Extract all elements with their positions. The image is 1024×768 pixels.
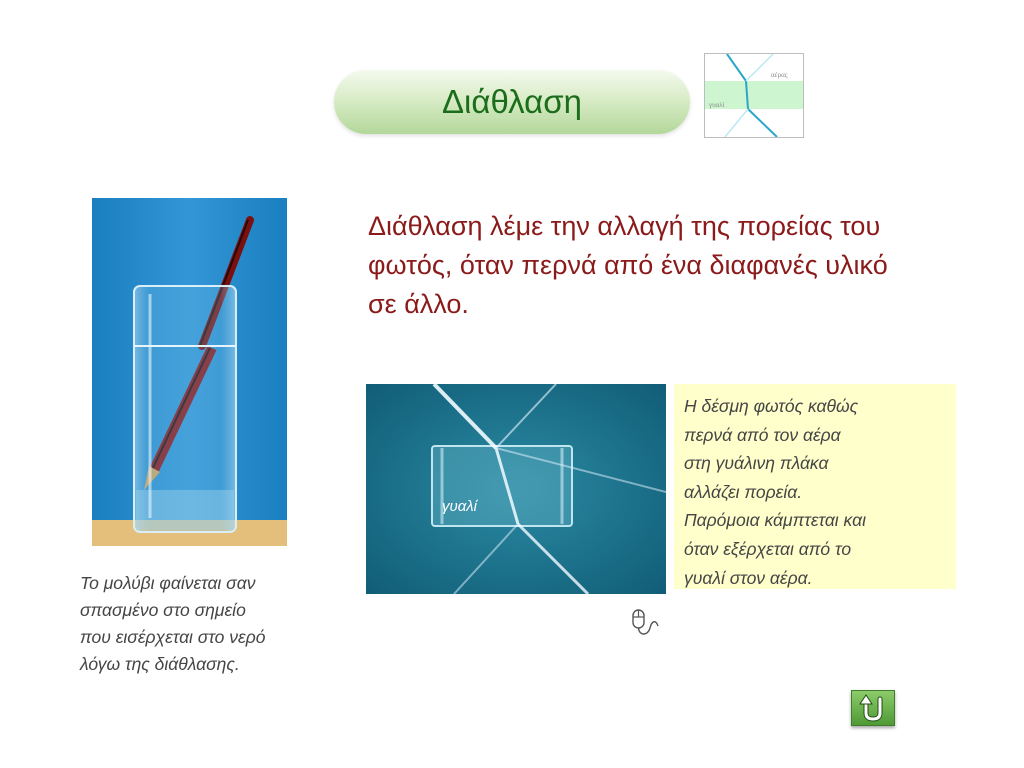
explanation-box	[674, 384, 956, 589]
refraction-definition: Διάθλαση λέμε την αλλαγή της πορείας του φωτός, όταν περνά από ένα διαφανές υλικό σε άλλο.	[368, 211, 888, 319]
pencil-caption: Το μολύβι φαίνεται σαν σπασμένο στο σημείο που εισέρχεται στο νερό λόγω της διάθλασης.	[80, 573, 266, 674]
refraction-diagram	[705, 54, 803, 137]
explanation-text: Η δέσμη φωτός καθώς περνά από τον αέρα στη γυάλινη πλάκα αλλάζει πορεία. Παρόμοια κάμπτεται και όταν εξέρχεται από το γυαλί στον αέρα.	[684, 396, 866, 588]
return-button[interactable]	[851, 690, 895, 726]
pencil-in-glass-image	[92, 198, 287, 546]
title-banner	[334, 70, 690, 134]
refraction-thumbnail	[704, 53, 804, 138]
thumbnail-air-label: αέρας	[771, 71, 788, 79]
mouse-click-icon[interactable]	[628, 606, 660, 638]
glass-label: γυαλί	[442, 498, 478, 515]
return-arrow-icon	[852, 691, 894, 725]
thumbnail-glass-label: γυαλί	[709, 101, 725, 109]
page-title: Διάθλαση	[442, 83, 582, 120]
light-beam-glass-image	[366, 384, 666, 594]
